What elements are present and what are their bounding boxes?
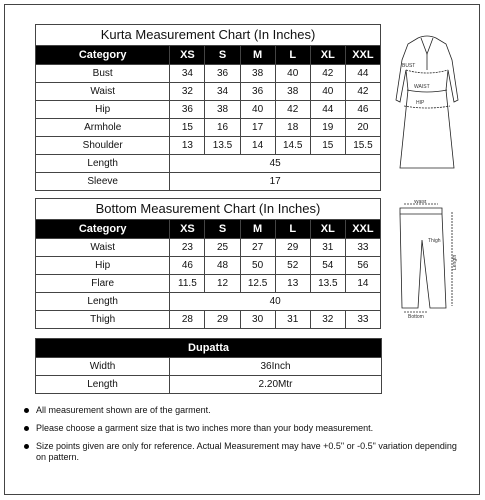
cell-value: 42	[310, 65, 345, 83]
cell-value: 45	[170, 155, 381, 173]
cell-value: 46	[345, 101, 380, 119]
sketch-bust-label: BUST	[402, 63, 416, 69]
note-text: Size points given are only for reference. Actual Measurement may have +0.5" or -0.5" variation depending on pattern.	[36, 441, 457, 462]
cell-value: 15	[170, 119, 205, 137]
cell-value: 31	[275, 311, 310, 329]
header-size: XXL	[345, 220, 380, 239]
header-size: XL	[310, 220, 345, 239]
cell-value: 23	[170, 239, 205, 257]
cell-value: 13.5	[310, 275, 345, 293]
cell-value: 40	[310, 83, 345, 101]
table-row	[36, 376, 382, 394]
cell-value: 15	[310, 137, 345, 155]
cell-value: 38	[275, 83, 310, 101]
dupatta-title: Dupatta	[36, 339, 382, 358]
cell-value: 36Inch	[170, 358, 382, 376]
table-row	[36, 358, 382, 376]
list-item	[22, 423, 462, 434]
cell-value: 56	[345, 257, 380, 275]
cell-value: 44	[345, 65, 380, 83]
row-label: Width	[36, 358, 170, 376]
cell-value: 50	[240, 257, 275, 275]
cell-value: 38	[205, 101, 240, 119]
row-label: Sleeve	[36, 173, 170, 191]
cell-value: 38	[240, 65, 275, 83]
header-size: XS	[170, 46, 205, 65]
row-label: Flare	[36, 275, 170, 293]
kurta-table-title: Kurta Measurement Chart (In Inches)	[35, 24, 381, 45]
cell-value: 31	[310, 239, 345, 257]
row-label: Armhole	[36, 119, 170, 137]
cell-value: 17	[170, 173, 381, 191]
header-size: XXL	[345, 46, 380, 65]
cell-value: 42	[345, 83, 380, 101]
cell-value: 19	[310, 119, 345, 137]
sketch-waist-label: Waist	[414, 200, 427, 205]
cell-value: 14	[240, 137, 275, 155]
cell-value: 36	[240, 83, 275, 101]
bullet-icon	[24, 408, 29, 413]
row-label: Hip	[36, 101, 170, 119]
sketch-thigh-label: Thigh	[428, 238, 441, 244]
table-row	[36, 65, 381, 83]
row-label: Waist	[36, 239, 170, 257]
header-category: Category	[36, 46, 170, 65]
cell-value: 11.5	[170, 275, 205, 293]
cell-value: 13.5	[205, 137, 240, 155]
bottom-sketch	[390, 200, 468, 320]
bottom-table-title: Bottom Measurement Chart (In Inches)	[35, 198, 381, 219]
header-size: XS	[170, 220, 205, 239]
cell-value: 13	[170, 137, 205, 155]
table-row	[36, 155, 381, 173]
dupatta-table	[35, 338, 382, 394]
cell-value: 42	[275, 101, 310, 119]
row-label: Length	[36, 155, 170, 173]
cell-value: 32	[310, 311, 345, 329]
header-size: S	[205, 220, 240, 239]
cell-value: 36	[205, 65, 240, 83]
row-label: Waist	[36, 83, 170, 101]
row-label: Thigh	[36, 311, 170, 329]
table-row	[36, 239, 381, 257]
cell-value: 52	[275, 257, 310, 275]
cell-value: 40	[170, 293, 381, 311]
cell-value: 14.5	[275, 137, 310, 155]
cell-value: 29	[275, 239, 310, 257]
bottom-measurement-table	[35, 198, 381, 329]
cell-value: 36	[170, 101, 205, 119]
dupatta-header-row	[36, 339, 382, 358]
kurta-measurement-table	[35, 24, 381, 191]
header-size: L	[275, 46, 310, 65]
list-item	[22, 405, 462, 416]
row-label: Shoulder	[36, 137, 170, 155]
cell-value: 25	[205, 239, 240, 257]
table-row	[36, 257, 381, 275]
row-label: Length	[36, 293, 170, 311]
table-row	[36, 275, 381, 293]
table-row	[36, 311, 381, 329]
cell-value: 2.20Mtr	[170, 376, 382, 394]
header-size: S	[205, 46, 240, 65]
bottom-header-row	[36, 220, 381, 239]
notes-list	[22, 405, 462, 470]
table-row	[36, 101, 381, 119]
header-size: M	[240, 220, 275, 239]
cell-value: 12	[205, 275, 240, 293]
cell-value: 12.5	[240, 275, 275, 293]
cell-value: 34	[205, 83, 240, 101]
row-label: Hip	[36, 257, 170, 275]
cell-value: 48	[205, 257, 240, 275]
cell-value: 46	[170, 257, 205, 275]
cell-value: 32	[170, 83, 205, 101]
table-row	[36, 83, 381, 101]
row-label: Bust	[36, 65, 170, 83]
cell-value: 33	[345, 311, 380, 329]
cell-value: 20	[345, 119, 380, 137]
sketch-waist-label: WAIST	[414, 84, 430, 90]
cell-value: 16	[205, 119, 240, 137]
bullet-icon	[24, 444, 29, 449]
note-text: All measurement shown are of the garment.	[36, 405, 211, 415]
table-row	[36, 137, 381, 155]
cell-value: 15.5	[345, 137, 380, 155]
cell-value: 27	[240, 239, 275, 257]
cell-value: 44	[310, 101, 345, 119]
kurta-header-row	[36, 46, 381, 65]
kurta-sketch	[388, 30, 466, 180]
header-category: Category	[36, 220, 170, 239]
cell-value: 29	[205, 311, 240, 329]
sketch-bottom-label: Bottom	[408, 314, 424, 320]
header-size: M	[240, 46, 275, 65]
table-row	[36, 293, 381, 311]
row-label: Length	[36, 376, 170, 394]
cell-value: 14	[345, 275, 380, 293]
cell-value: 33	[345, 239, 380, 257]
cell-value: 18	[275, 119, 310, 137]
sketch-hip-label: HIP	[416, 100, 425, 106]
note-text: Please choose a garment size that is two inches more than your body measurement.	[36, 423, 374, 433]
cell-value: 34	[170, 65, 205, 83]
cell-value: 30	[240, 311, 275, 329]
cell-value: 40	[240, 101, 275, 119]
cell-value: 13	[275, 275, 310, 293]
table-row	[36, 119, 381, 137]
cell-value: 28	[170, 311, 205, 329]
list-item	[22, 441, 462, 463]
cell-value: 40	[275, 65, 310, 83]
table-row	[36, 173, 381, 191]
header-size: L	[275, 220, 310, 239]
header-size: XL	[310, 46, 345, 65]
sketch-length-label: Length	[452, 254, 458, 270]
bullet-icon	[24, 426, 29, 431]
cell-value: 17	[240, 119, 275, 137]
cell-value: 54	[310, 257, 345, 275]
